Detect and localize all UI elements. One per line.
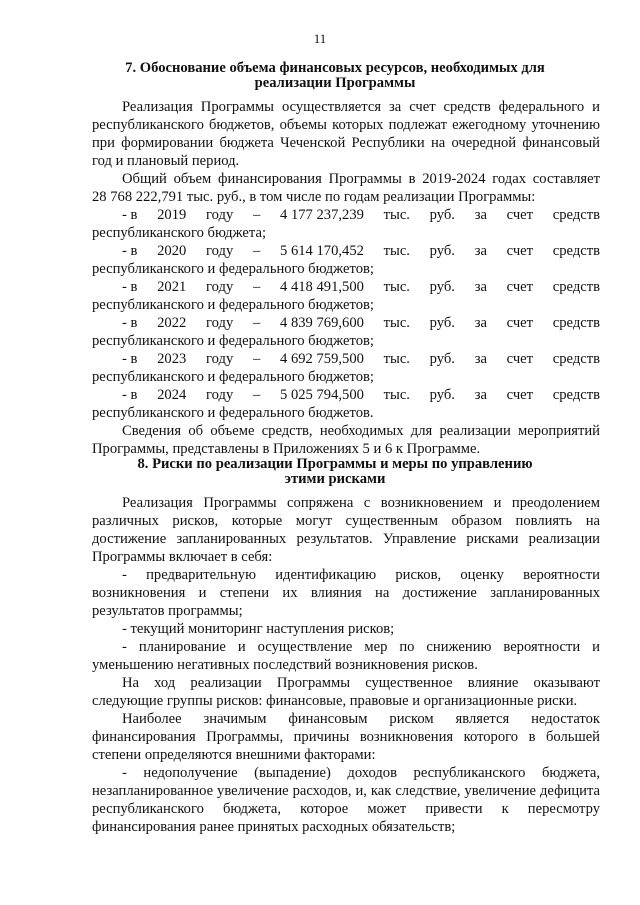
funding-year-source: республиканского и федерального бюджетов. <box>92 405 374 421</box>
funding-year-word: году <box>206 279 234 295</box>
funding-year-row <box>92 278 600 296</box>
funding-year-year: 2020 <box>157 243 187 259</box>
paragraph-line: Общий объем финансирования Программы в 2019-2024 годах составляет <box>122 171 600 187</box>
funding-year-dash: - в <box>122 387 138 403</box>
funding-year-sredstv: средств <box>552 279 600 295</box>
list-item: - предварительную идентификацию рисков, оценку вероятности возникновения и степени их влияния на достижение запланированных результатов программы; <box>92 567 600 619</box>
funding-year-amount: 4 418 491,500 <box>280 279 364 295</box>
funding-year-sep: – <box>252 279 261 295</box>
funding-by-year-list <box>92 206 600 422</box>
paragraph: Реализация Программы осуществляется за счет средств федерального и республиканского бюджетов, объемы которых подлежат ежегодному уточнению при формировании бюджета Чеченской Республики на очередной финансовый год и плановый период. <box>92 99 600 169</box>
funding-year-word: году <box>206 207 234 223</box>
funding-year-year: 2024 <box>157 387 187 403</box>
funding-year-za: за <box>474 315 487 331</box>
funding-year-unit: тыс. <box>383 207 410 223</box>
paragraph-line: 28 768 222,791 тыс. руб., в том числе по годам реализации Программы: <box>92 189 536 205</box>
funding-year-rub: руб. <box>429 387 455 403</box>
funding-year-word: году <box>206 351 234 367</box>
funding-year-schet: счет <box>506 387 534 403</box>
funding-year-amount: 4 692 759,500 <box>280 351 364 367</box>
funding-year-amount: 5 614 170,452 <box>280 243 364 259</box>
section-7-heading <box>100 61 570 91</box>
section-7-heading-line1: 7. Обоснование объема финансовых ресурсов, необходимых для <box>125 60 545 76</box>
funding-year-row <box>92 314 600 332</box>
funding-year-rub: руб. <box>429 207 455 223</box>
funding-year-sep: – <box>252 351 261 367</box>
paragraph: На ход реализации Программы существенное влияние оказывают следующие группы рисков: финансовые, правовые и организационные риски. <box>92 675 600 709</box>
funding-year-amount: 4 839 769,600 <box>280 315 364 331</box>
funding-year-source: республиканского и федерального бюджетов; <box>92 333 374 349</box>
funding-year-source: республиканского бюджета; <box>92 225 266 241</box>
funding-year-schet: счет <box>506 207 534 223</box>
funding-year-unit: тыс. <box>383 279 410 295</box>
funding-year-rub: руб. <box>429 243 455 259</box>
funding-year-sredstv: средств <box>552 207 600 223</box>
funding-year-year: 2022 <box>157 315 187 331</box>
funding-year-sredstv: средств <box>552 351 600 367</box>
funding-year-sredstv: средств <box>552 315 600 331</box>
funding-year-schet: счет <box>506 351 534 367</box>
funding-year-sredstv: средств <box>552 387 600 403</box>
funding-year-unit: тыс. <box>383 387 410 403</box>
funding-year-sredstv: средств <box>552 243 600 259</box>
funding-year-amount: 5 025 794,500 <box>280 387 364 403</box>
list-item: - планирование и осуществление мер по снижению вероятности и уменьшению негативных последствий возникновения рисков. <box>92 639 600 673</box>
funding-year-dash: - в <box>122 207 138 223</box>
funding-year-dash: - в <box>122 315 138 331</box>
section-8-heading-line2: этими рисками <box>284 471 386 487</box>
funding-year-za: за <box>474 243 487 259</box>
funding-year-sep: – <box>252 207 261 223</box>
funding-year-rub: руб. <box>429 279 455 295</box>
funding-year-word: году <box>206 243 234 259</box>
funding-year-unit: тыс. <box>383 351 410 367</box>
section-8-body <box>92 494 600 836</box>
list-item: - текущий мониторинг наступления рисков; <box>122 621 395 637</box>
funding-year-year: 2019 <box>157 207 187 223</box>
funding-year-source: республиканского и федерального бюджетов; <box>92 297 374 313</box>
paragraph: Сведения об объеме средств, необходимых для реализации мероприятий Программы, представлены в Приложениях 5 и 6 к Программе. <box>92 423 600 457</box>
funding-year-za: за <box>474 207 487 223</box>
paragraph: Реализация Программы сопряжена с возникновением и преодолением различных рисков, которые могут существенным образом повлиять на достижение запланированных результатов. Управление рисками реализации Программы включает в себя: <box>92 495 600 565</box>
funding-year-dash: - в <box>122 279 138 295</box>
section-8-heading-line1: 8. Риски по реализации Программы и меры по управлению <box>137 456 533 472</box>
funding-year-source: республиканского и федерального бюджетов; <box>92 261 374 277</box>
page-number: 11 <box>313 31 327 46</box>
paragraph: Наиболее значимым финансовым риском является недостаток финансирования Программы, причины возникновения которого в большей степени определяются внешними факторами: <box>92 711 600 763</box>
funding-year-amount: 4 177 237,239 <box>280 207 364 223</box>
funding-year-word: году <box>206 387 234 403</box>
funding-year-schet: счет <box>506 243 534 259</box>
funding-year-unit: тыс. <box>383 243 410 259</box>
funding-year-sep: – <box>252 387 261 403</box>
funding-year-rub: руб. <box>429 351 455 367</box>
list-item: - недополучение (выпадение) доходов республиканского бюджета, незапланированное увеличение расходов, и, как следствие, увеличение дефицита республиканского бюджета, которое может привести к пересмотру финансирования ранее принятых расходных обязательств; <box>92 765 600 835</box>
funding-year-row <box>92 350 600 368</box>
funding-year-za: за <box>474 279 487 295</box>
section-8-heading <box>100 457 570 487</box>
funding-year-za: за <box>474 387 487 403</box>
funding-year-schet: счет <box>506 279 534 295</box>
funding-year-rub: руб. <box>429 315 455 331</box>
funding-year-source: республиканского и федерального бюджетов; <box>92 369 374 385</box>
funding-year-row <box>92 206 600 224</box>
funding-year-schet: счет <box>506 315 534 331</box>
funding-year-year: 2021 <box>157 279 187 295</box>
funding-year-word: году <box>206 315 234 331</box>
funding-year-row <box>92 386 600 404</box>
funding-year-za: за <box>474 351 487 367</box>
funding-year-sep: – <box>252 315 261 331</box>
section-7-body <box>92 98 600 458</box>
section-7-heading-line2: реализации Программы <box>254 75 416 91</box>
funding-year-sep: – <box>252 243 261 259</box>
funding-year-dash: - в <box>122 351 138 367</box>
funding-year-year: 2023 <box>157 351 187 367</box>
funding-year-row <box>92 242 600 260</box>
funding-year-dash: - в <box>122 243 138 259</box>
funding-year-unit: тыс. <box>383 315 410 331</box>
